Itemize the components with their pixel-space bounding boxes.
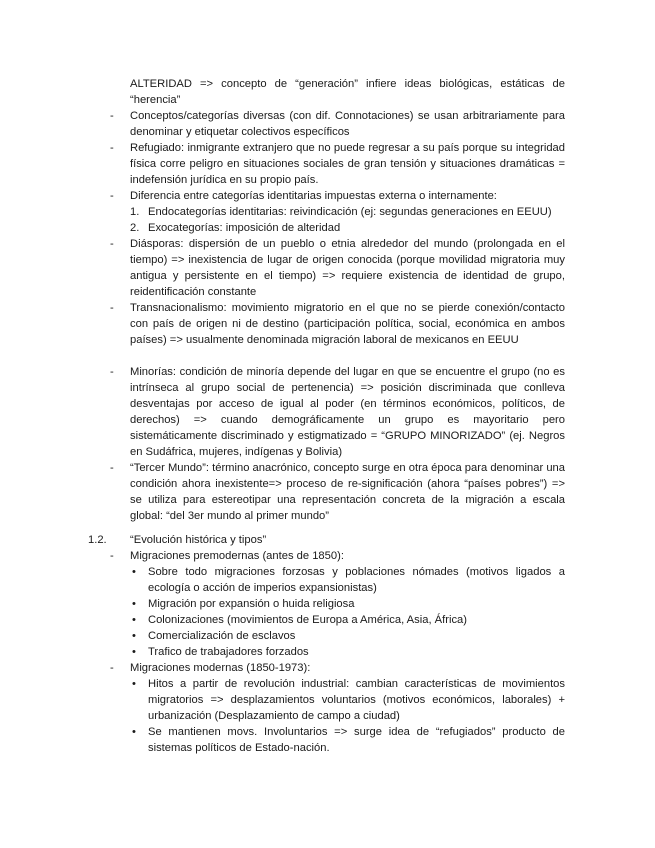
dash-marker: - xyxy=(110,550,114,562)
number-marker: 1. xyxy=(130,206,140,218)
list-item-refugiado: Refugiado: inmigrante extranjero que no puede regresar a su país porque su integridad física corre peligro en situaciones sociales de gran tensión y situaciones dramáticas = indefensión jurídica en su propio país. xyxy=(130,142,565,186)
number-marker: 2. xyxy=(130,222,140,234)
intro-paragraph: ALTERIDAD => concepto de “generación” infiere ideas biológicas, estáticas de “herencia” xyxy=(130,78,565,106)
list-item-tercer-mundo: “Tercer Mundo”: término anacrónico, concepto surge en otra época para denominar una condición ahora inexistente=> proceso de re-significación (ahora “países pobres”) => se utiliza para estereotipar una representación concreta de la migración a escala global: “del 3er mundo al primer mundo” xyxy=(130,462,565,522)
bullet-marker: • xyxy=(132,598,136,610)
bullet-marker: • xyxy=(132,646,136,658)
bullet-marker: • xyxy=(132,726,136,738)
dash-marker: - xyxy=(110,662,114,674)
bullet-item: Colonizaciones (movimientos de Europa a América, Asia, África) xyxy=(148,614,467,626)
bullet-item: Hitos a partir de revolución industrial: cambian características de movimientos migratorios => desplazamientos voluntarios (motivos económicos, laborales) + urbanización (Desplazamiento de campo a ciudad) xyxy=(148,678,565,722)
section-title: “Evolución histórica y tipos” xyxy=(130,534,267,546)
dash-marker: - xyxy=(110,190,114,202)
subitem-endocategorias: Endocategorías identitarias: reivindicación (ej: segundas generaciones en EEUU) xyxy=(148,206,552,218)
list-item-minorias: Minorías: condición de minoría depende del lugar en que se encuentre el grupo (no es intrínseca al grupo social de pertenencia) => posición discriminada que conlleva desventajas por acceso de igual al poder (en términos económicos, políticos, de derechos) => cuando demográficamente un grupo es mayoritario pero sistemáticamente discriminado y estigmatizado = “GRUPO MINORIZADO” (ej. Negros en Sudáfrica, mujeres, indígenas y Bolivia) xyxy=(130,366,565,458)
bullet-marker: • xyxy=(132,678,136,690)
bullet-marker: • xyxy=(132,630,136,642)
dash-marker: - xyxy=(110,462,114,474)
group-heading-premodernas: Migraciones premodernas (antes de 1850): xyxy=(130,550,344,562)
list-item-diferencia: Diferencia entre categorías identitarias impuestas externa o internamente: xyxy=(130,190,497,202)
list-item-conceptos: Conceptos/categorías diversas (con dif. Connotaciones) se usan arbitrariamente para denominar y etiquetar colectivos específicos xyxy=(130,110,565,138)
dash-marker: - xyxy=(110,110,114,122)
group-heading-modernas: Migraciones modernas (1850-1973): xyxy=(130,662,311,674)
bullet-item: Sobre todo migraciones forzosas y poblaciones nómades (motivos ligados a ecología o acción de imperios expansionistas) xyxy=(148,566,565,594)
dash-marker: - xyxy=(110,302,114,314)
section-number: 1.2. xyxy=(88,534,107,546)
bullet-item: Comercialización de esclavos xyxy=(148,630,296,642)
bullet-marker: • xyxy=(132,614,136,626)
list-item-diasporas: Diásporas: dispersión de un pueblo o etnia alrededor del mundo (prolongada en el tiempo) => inexistencia de lugar de origen conocida (porque movilidad migratoria muy antigua y persistente en el tiempo) => requiere existencia de identidad de grupo, reidentificación constante xyxy=(130,238,565,298)
list-item-transnacionalismo: Transnacionalismo: movimiento migratorio en el que no se pierde conexión/contacto con país de origen ni de destino (participación política, social, económica en ambos países) => usualmente denominada migración laboral de mexicanos en EEUU xyxy=(130,302,565,346)
bullet-item: Migración por expansión o huida religiosa xyxy=(148,598,355,610)
bullet-item: Se mantienen movs. Involuntarios => surge idea de “refugiados” producto de sistemas políticos de Estado-nación. xyxy=(148,726,565,754)
dash-marker: - xyxy=(110,366,114,378)
bullet-marker: • xyxy=(132,566,136,578)
dash-marker: - xyxy=(110,238,114,250)
subitem-exocategorias: Exocategorías: imposición de alteridad xyxy=(148,222,341,234)
bullet-item: Trafico de trabajadores forzados xyxy=(148,646,309,658)
dash-marker: - xyxy=(110,142,114,154)
